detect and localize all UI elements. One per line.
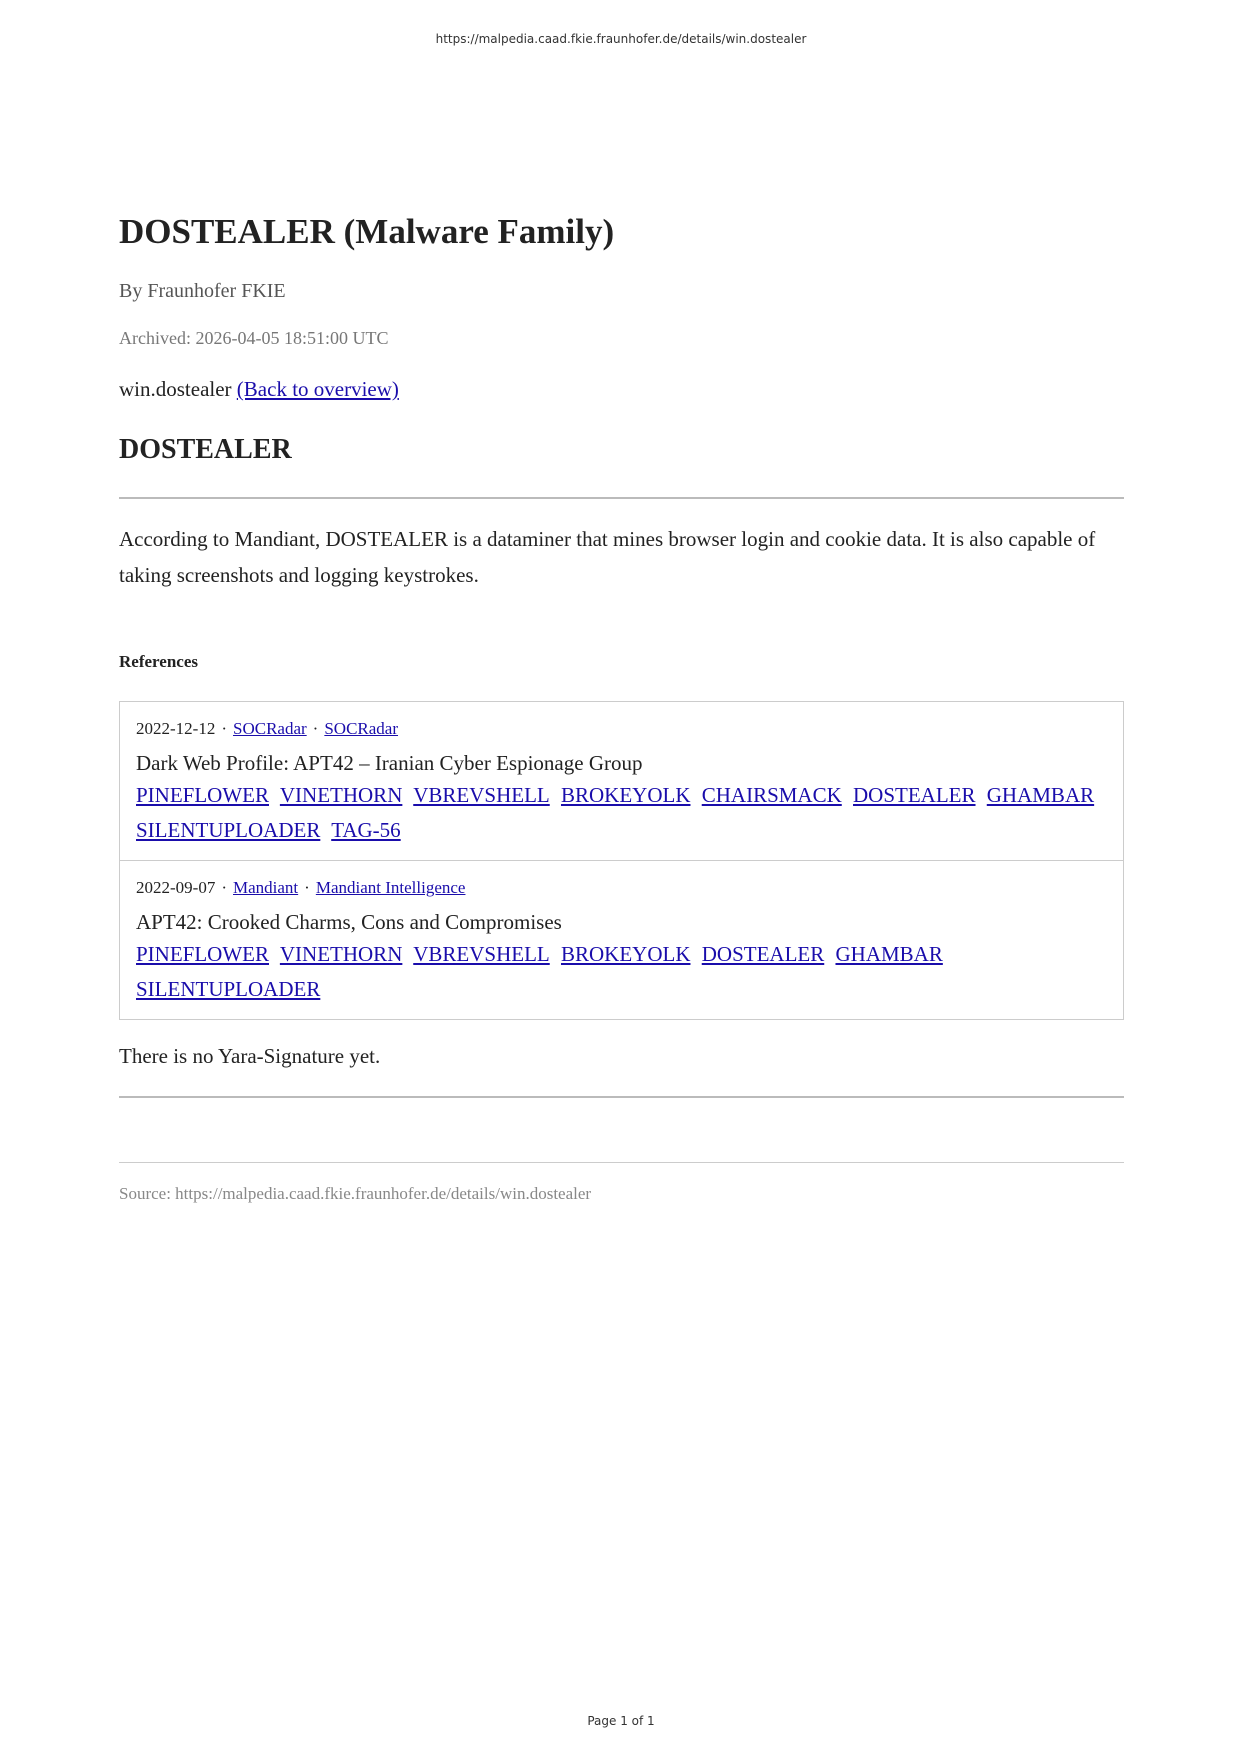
reference-org-link[interactable]: Mandiant xyxy=(233,878,299,897)
main-content xyxy=(119,210,1124,1205)
references-list xyxy=(119,701,1124,1020)
tag-link[interactable]: PINEFLOWER xyxy=(136,783,269,807)
reference-tags xyxy=(136,778,1107,848)
reference-date: 2022-12-12 xyxy=(136,719,216,738)
separator: · xyxy=(312,719,319,738)
archived-timestamp: Archived: 2026-04-05 18:51:00 UTC xyxy=(119,328,389,348)
tag-link[interactable]: VBREVSHELL xyxy=(413,783,550,807)
reference-org-link[interactable]: SOCRadar xyxy=(233,719,307,738)
reference-meta xyxy=(136,716,1107,742)
tag-link[interactable]: VINETHORN xyxy=(279,783,403,807)
page-title: DOSTEALER (Malware Family) xyxy=(119,212,615,251)
separator: · xyxy=(221,878,227,897)
reference-item xyxy=(120,860,1123,1019)
tag-link[interactable]: TAG-56 xyxy=(331,818,401,842)
tag-link[interactable]: CHAIRSMACK xyxy=(701,783,842,807)
tag-link[interactable]: BROKEYOLK xyxy=(560,942,691,966)
reference-meta xyxy=(136,875,1107,901)
divider xyxy=(119,1096,1124,1098)
source-url: Source: https://malpedia.caad.fkie.fraunhofer.de/details/win.dostealer xyxy=(119,1184,592,1203)
family-id: win.dostealer xyxy=(119,377,232,401)
back-to-overview-link[interactable]: (Back to overview) xyxy=(236,377,399,401)
family-line xyxy=(119,375,1124,403)
tag-link[interactable]: SILENTUPLOADER xyxy=(136,818,321,842)
tag-link[interactable]: VBREVSHELL xyxy=(413,942,550,966)
reference-item xyxy=(120,702,1123,860)
divider xyxy=(119,1162,1124,1163)
yara-note: There is no Yara-Signature yet. xyxy=(119,1044,381,1068)
tag-link[interactable]: SILENTUPLOADER xyxy=(136,977,321,1001)
tag-link[interactable]: PINEFLOWER xyxy=(136,942,269,966)
tag-link[interactable]: GHAMBAR xyxy=(835,942,943,966)
byline: By Fraunhofer FKIE xyxy=(119,280,286,302)
tag-link[interactable]: BROKEYOLK xyxy=(560,783,691,807)
reference-author-link[interactable]: SOCRadar xyxy=(324,719,399,738)
page-header-url: https://malpedia.caad.fkie.fraunhofer.de/details/win.dostealer xyxy=(435,32,807,46)
reference-author-link[interactable]: Mandiant Intelligence xyxy=(315,878,466,897)
reference-date: 2022-09-07 xyxy=(136,878,216,897)
separator: · xyxy=(221,719,227,738)
tag-link[interactable]: DOSTEALER xyxy=(853,783,976,807)
tag-link[interactable]: GHAMBAR xyxy=(986,783,1095,807)
reference-title: Dark Web Profile: APT42 – Iranian Cyber Espionage Group xyxy=(136,751,643,775)
page-number: Page 1 of 1 xyxy=(587,1714,655,1728)
description: According to Mandiant, DOSTEALER is a dataminer that mines browser login and cookie data. It is also capable of taking screenshots and logging keystrokes. xyxy=(119,527,1096,587)
reference-title: APT42: Crooked Charms, Cons and Compromises xyxy=(136,910,562,934)
references-heading: References xyxy=(119,652,198,671)
reference-tags xyxy=(136,937,1107,1007)
tag-link[interactable]: VINETHORN xyxy=(279,942,403,966)
section-title: DOSTEALER xyxy=(119,434,292,465)
separator: · xyxy=(304,878,310,897)
tag-link[interactable]: DOSTEALER xyxy=(701,942,825,966)
divider xyxy=(119,497,1124,499)
